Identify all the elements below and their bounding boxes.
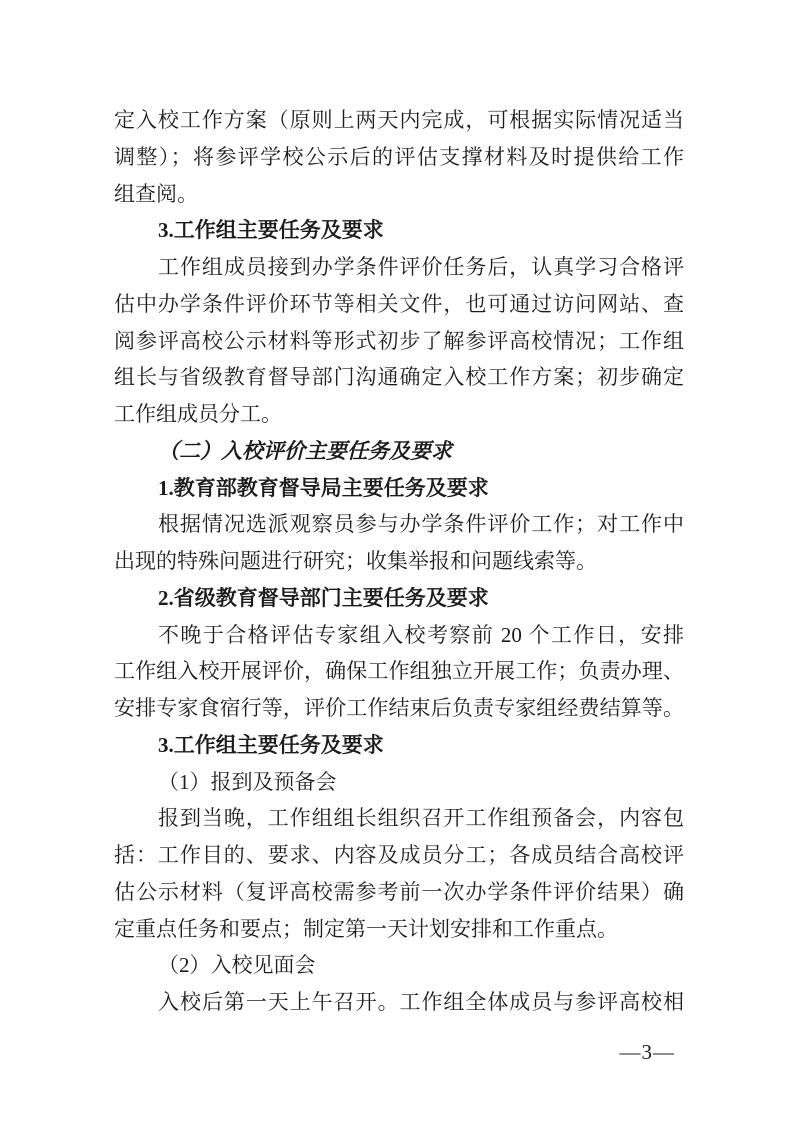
text-line: 报到当晚，工作组组长组织召开工作组预备会，内容包 — [158, 806, 684, 831]
text-line: 估中办学条件评价环节等相关文件，也可通过访问网站、查 — [114, 291, 684, 316]
subitem-line: （2）入校见面会 — [158, 953, 316, 978]
heading-line: 2.省级教育督导部门主要任务及要求 — [158, 585, 489, 610]
text-line: 工作组入校开展评价，确保工作组独立开展工作；负责办理、 — [114, 659, 684, 684]
text-line: 括：工作目的、要求、内容及成员分工；各成员结合高校评 — [114, 843, 684, 867]
text-line: 调整）；将参评学校公示后的评估支撑材料及时提供给工作 — [114, 144, 684, 169]
subitem-line: （1）报到及预备会 — [158, 769, 337, 794]
text-block — [114, 102, 684, 1021]
text-line: 不晚于合格评估专家组入校考察前 20 个工作日，安排 — [158, 622, 684, 647]
heading-line: 3.工作组主要任务及要求 — [158, 732, 384, 757]
text-line: 出现的特殊问题进行研究；收集举报和问题线索等。 — [114, 549, 597, 573]
text-line: 组长与省级教育督导部门沟通确定入校工作方案；初步确定 — [114, 365, 684, 390]
text-line: 阅参评高校公示材料等形式初步了解参评高校情况；工作组 — [114, 328, 684, 353]
heading-line: 3.工作组主要任务及要求 — [158, 218, 384, 243]
text-line: 根据情况选派观察员参与办学条件评价工作；对工作中 — [158, 512, 684, 537]
text-line: 估公示材料（复评高校需参考前一次办学条件评价结果）确 — [114, 879, 684, 904]
page-number: —3— — [619, 1040, 675, 1064]
text-line: 定重点任务和要点；制定第一天计划安排和工作重点。 — [114, 916, 618, 941]
heading-kai-line: （二）入校评价主要任务及要求 — [158, 438, 452, 463]
text-line: 入校后第一天上午召开。工作组全体成员与参评高校相 — [158, 990, 684, 1014]
text-line: 工作组成员分工。 — [114, 402, 282, 426]
heading-line: 1.教育部教育督导局主要任务及要求 — [158, 475, 489, 500]
text-line: 定入校工作方案（原则上两天内完成，可根据实际情况适当 — [114, 108, 684, 132]
text-line: 工作组成员接到办学条件评价任务后，认真学习合格评 — [158, 255, 684, 279]
text-line: 安排专家食宿行等，评价工作结束后负责专家组经费结算等。 — [114, 696, 684, 720]
text-line: 组查阅。 — [114, 181, 198, 206]
